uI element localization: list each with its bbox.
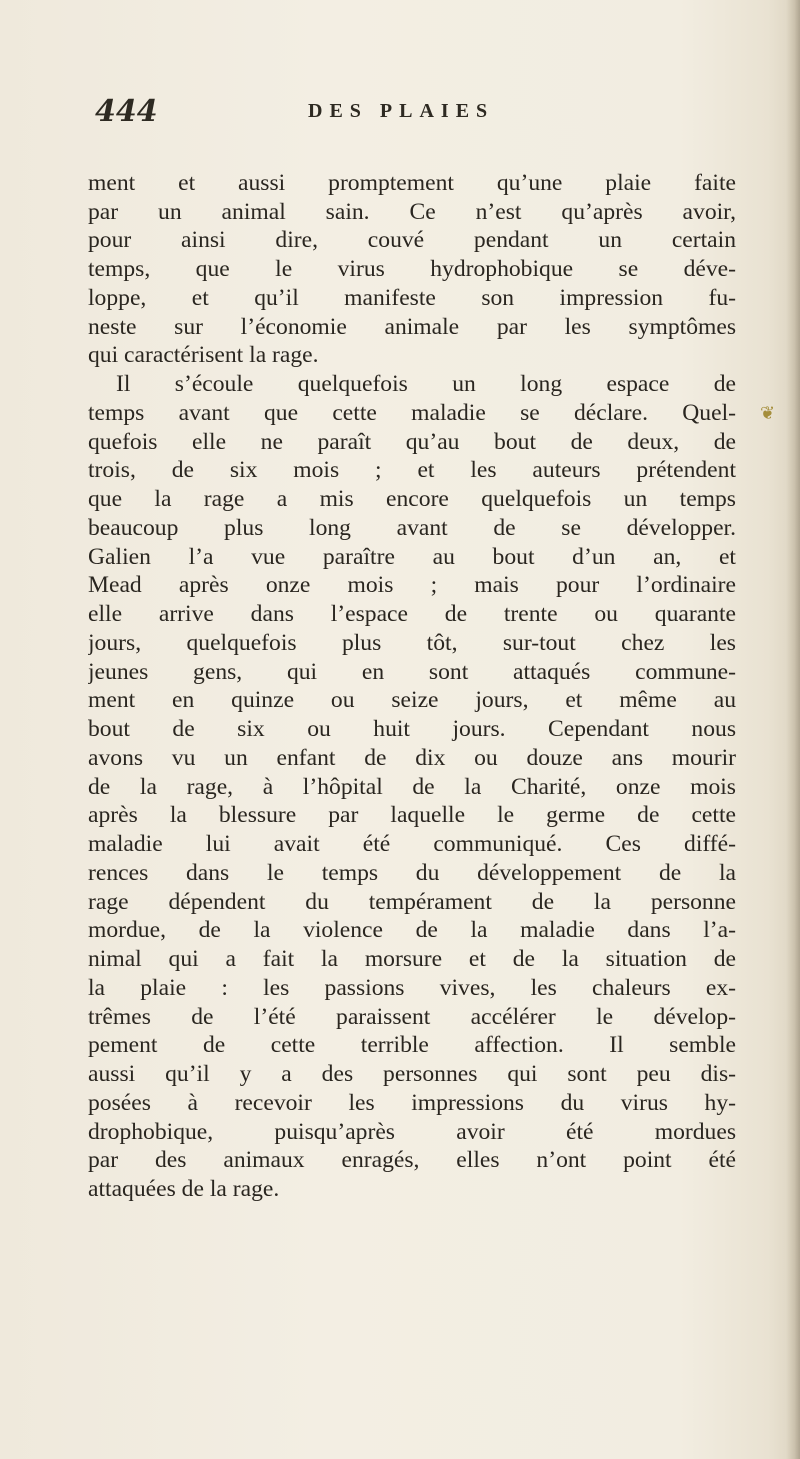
text-line: que la rage a mis encore quelquefois un temps	[88, 486, 736, 512]
text-line: jours, quelquefois plus tôt, sur-tout chez les	[88, 629, 736, 656]
text-line: rences dans le temps du développement de la	[88, 859, 736, 886]
text-lines	[88, 169, 736, 1204]
text-line: trêmes de l’été paraissent accélérer le dévelop-	[88, 1003, 736, 1030]
text-line: Il s’écoule quelquefois un long espace de	[116, 371, 736, 397]
text-line: après la blessure par laquelle le germe de cette	[88, 802, 736, 829]
text-line: ment et aussi promptement qu’une plaie faite	[88, 169, 736, 196]
text-line: aussi qu’il y a des personnes qui sont peu dis-	[88, 1061, 736, 1087]
text-line: pement de cette terrible affection. Il semble	[88, 1032, 736, 1059]
text-line: rage dépendent du tempérament de la personne	[88, 888, 736, 915]
text-line: par des animaux enragés, elles n’ont point été	[88, 1147, 736, 1174]
text-line: trois, de six mois ; et les auteurs prétendent	[88, 457, 736, 484]
text-line: posées à recevoir les impressions du virus hy-	[88, 1089, 736, 1116]
text-line: qui caractérisent la rage.	[88, 342, 319, 369]
text-line: quefois elle ne paraît qu’au bout de deux, de	[88, 428, 736, 455]
running-head: DES PLAIES	[308, 100, 495, 122]
text-line: elle arrive dans l’espace de trente ou quarante	[88, 601, 736, 627]
page-number: 444	[95, 94, 158, 129]
text-line: pour ainsi dire, couvé pendant un certain	[88, 227, 736, 254]
text-line: loppe, et qu’il manifeste son impression fu-	[88, 284, 736, 311]
body-text	[88, 140, 736, 1233]
text-line: temps avant que cette maladie se déclare. Quel-	[88, 399, 736, 426]
text-line: la plaie : les passions vives, les chaleurs ex-	[88, 974, 736, 1001]
page-header	[95, 94, 735, 134]
page-edge-shadow	[786, 0, 800, 1459]
text-line: Galien l’a vue paraître au bout d’un an, et	[88, 543, 736, 570]
text-line: de la rage, à l’hôpital de la Charité, onze mois	[88, 773, 736, 800]
text-line: beaucoup plus long avant de se développer.	[88, 514, 736, 541]
text-line: jeunes gens, qui en sont attaqués commune-	[88, 658, 736, 685]
text-line: bout de six ou huit jours. Cependant nous	[88, 716, 736, 742]
text-line: neste sur l’économie animale par les symptômes	[88, 313, 736, 340]
text-line: nimal qui a fait la morsure et de la situation de	[88, 946, 736, 972]
margin-stain-mark: ❦	[760, 403, 776, 424]
text-line: avons vu un enfant de dix ou douze ans mourir	[88, 744, 736, 771]
text-line: maladie lui avait été communiqué. Ces diffé-	[88, 831, 736, 857]
text-line: temps, que le virus hydrophobique se déve-	[88, 256, 736, 282]
text-line: Mead après onze mois ; mais pour l’ordinaire	[88, 572, 736, 599]
text-line: mordue, de la violence de la maladie dans l’a-	[88, 917, 736, 944]
text-line: ment en quinze ou seize jours, et même au	[88, 687, 736, 714]
text-line: attaquées de la rage.	[88, 1176, 280, 1202]
text-line: drophobique, puisqu’après avoir été mordues	[88, 1118, 736, 1145]
text-line: par un animal sain. Ce n’est qu’après avoir,	[88, 198, 736, 225]
